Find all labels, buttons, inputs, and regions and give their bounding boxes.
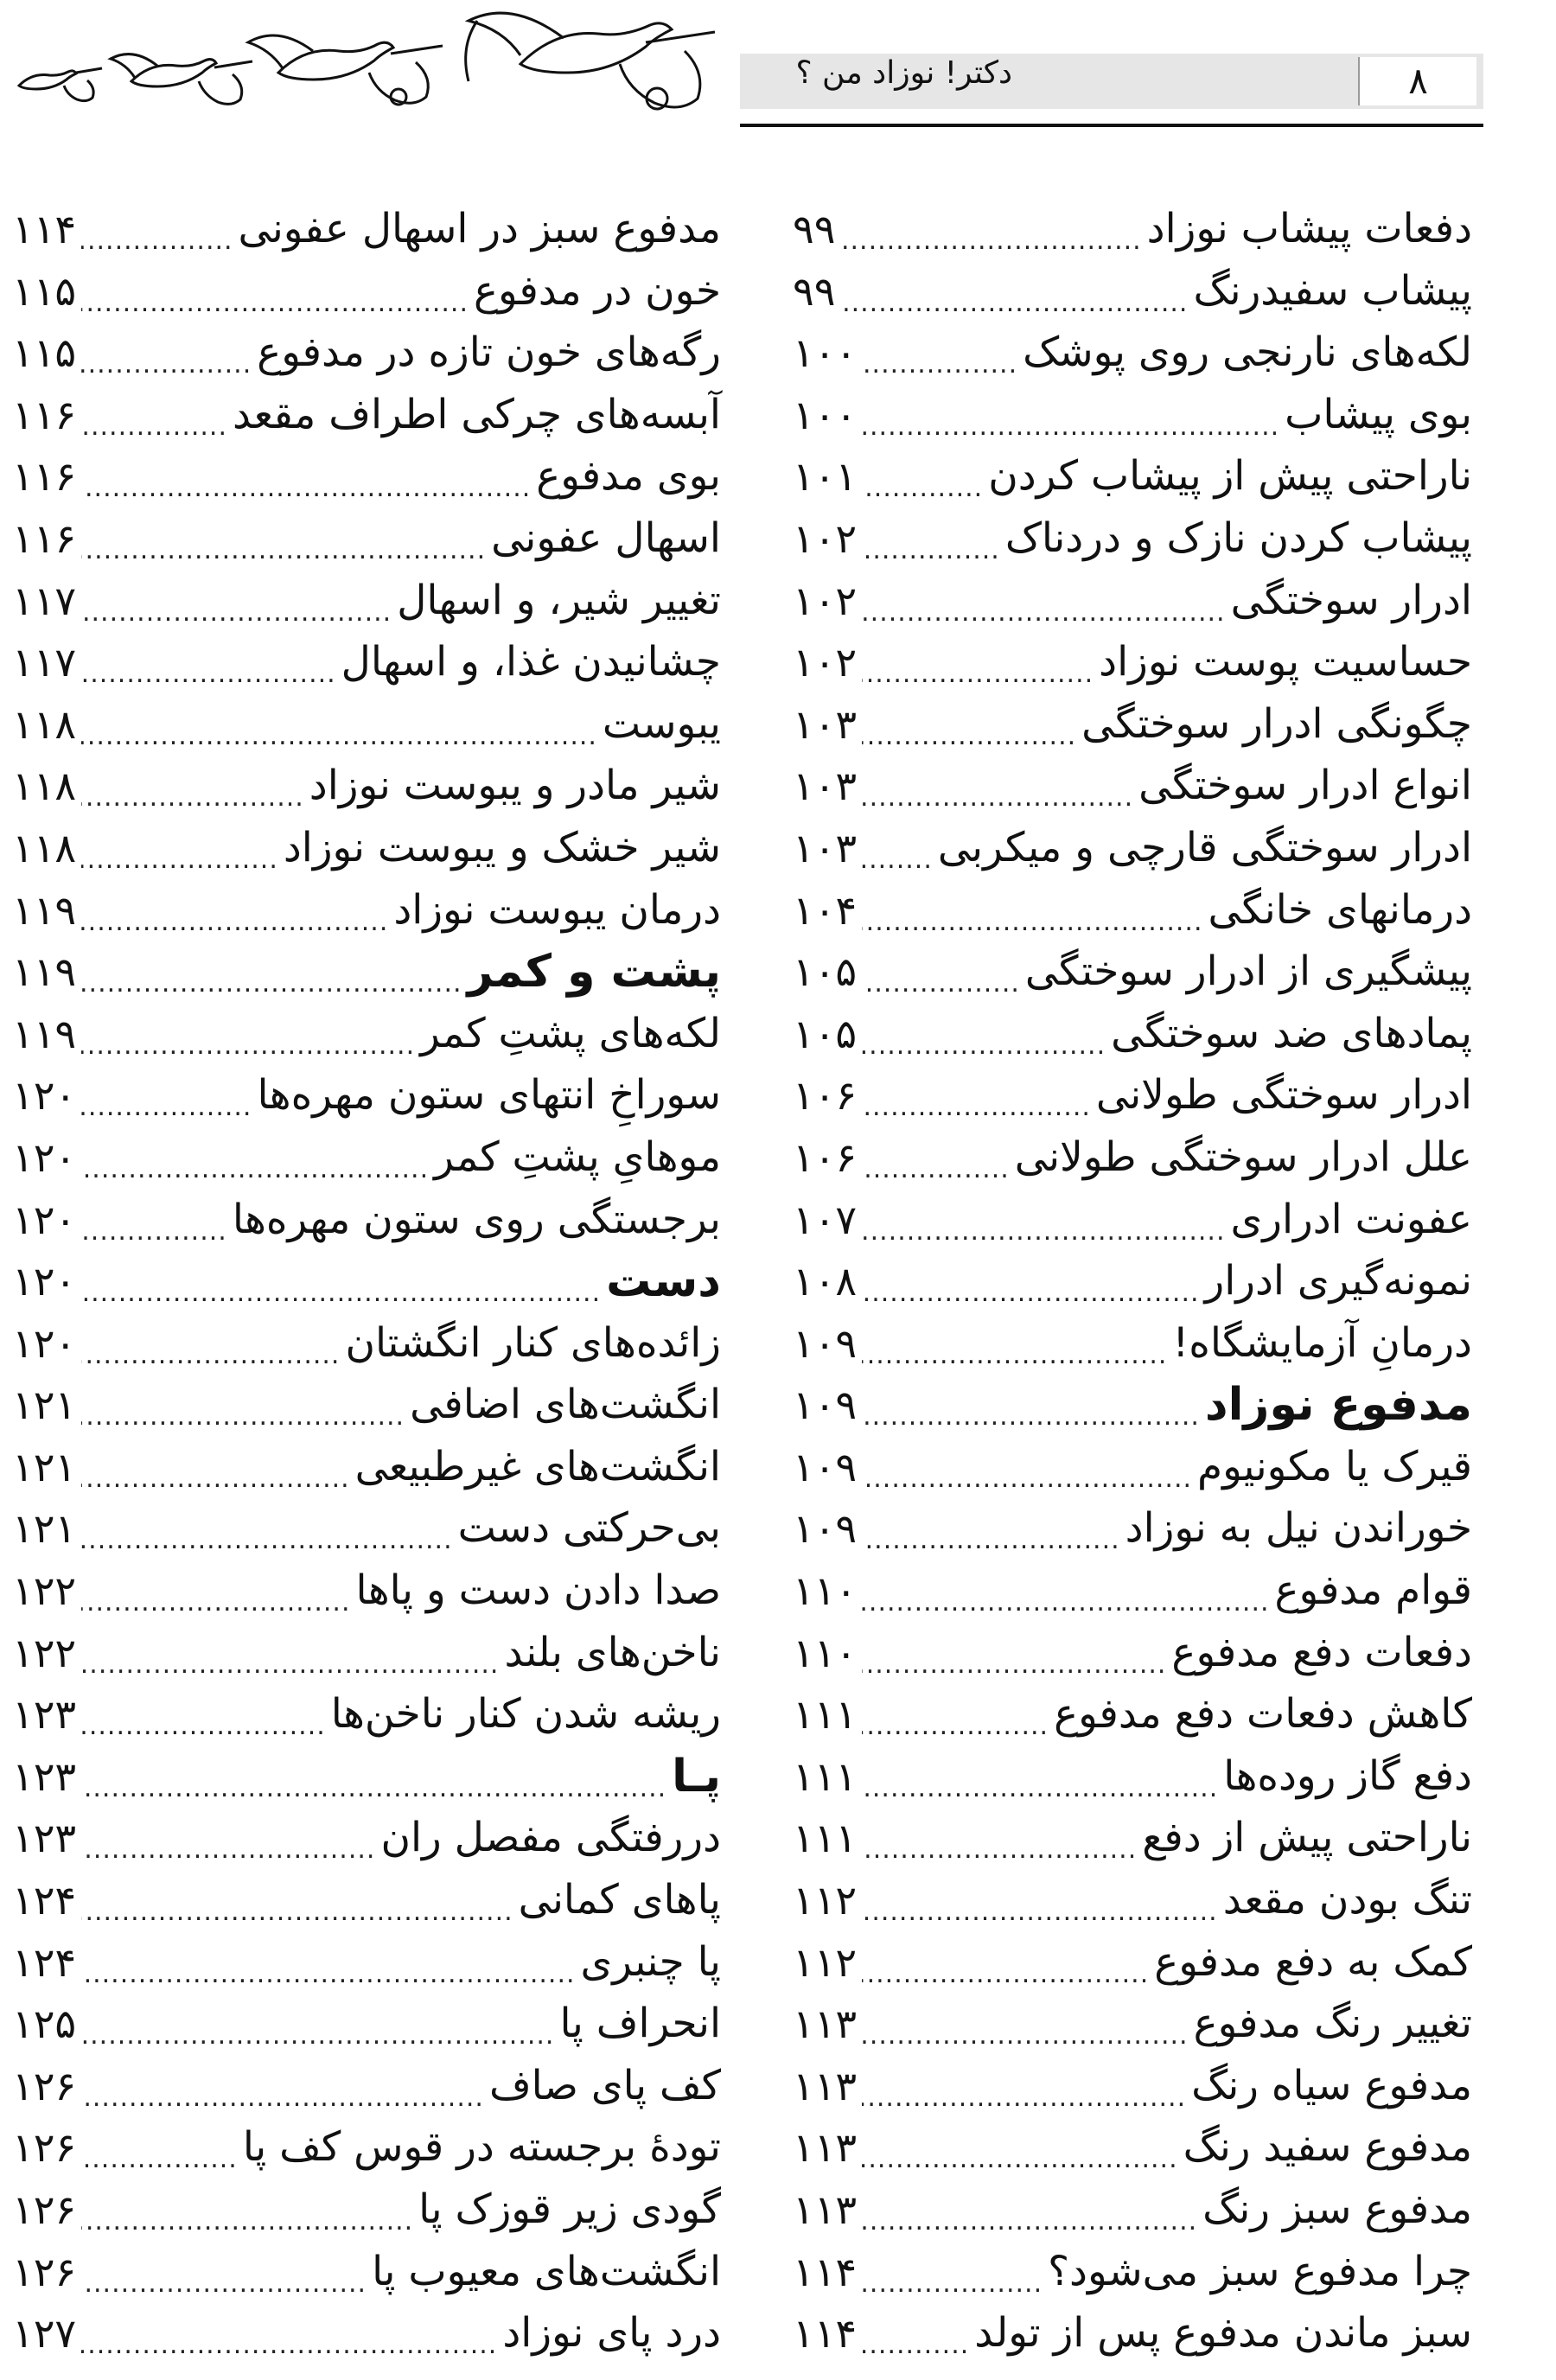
toc-entry-title: نمونه‌گیری ادرار xyxy=(1204,1257,1472,1305)
toc-entry-title: ریشه شدن کنار ناخن‌ها xyxy=(330,1690,721,1739)
header-title-box xyxy=(740,54,1483,109)
toc-dot-leader xyxy=(840,265,1188,329)
toc-entry-title: درمانِ آزمایشگاه! xyxy=(1172,1318,1472,1367)
toc-dot-leader xyxy=(862,822,933,886)
toc-entry xyxy=(12,822,721,884)
toc-entry-page-number: ۱۰۲ xyxy=(793,514,858,562)
toc-dot-leader xyxy=(81,1627,499,1691)
toc-entry xyxy=(12,2122,721,2184)
toc-entry xyxy=(12,1069,721,1132)
toc-dot-leader xyxy=(81,1132,429,1196)
toc-entry xyxy=(793,1565,1472,1627)
toc-entry-title: پاهای کمانی xyxy=(518,1876,721,1924)
toc-entry-page-number: ۱۱۰ xyxy=(793,1567,858,1615)
toc-entry xyxy=(12,1565,721,1627)
toc-entry-page-number: ۱۲۳ xyxy=(12,1752,77,1800)
toc-entry-page-number: ۱۲۷ xyxy=(12,2310,77,2358)
toc-entry-title: کمک به دفع مدفوع xyxy=(1154,1937,1472,1986)
toc-entry-title: صدا دادن دست و پاها xyxy=(355,1566,721,1615)
toc-entry-page-number: ۱۱۴ xyxy=(12,206,77,252)
toc-entry-page-number: ۱۲۰ xyxy=(12,1072,77,1120)
toc-dot-leader xyxy=(81,1751,666,1815)
toc-dot-leader xyxy=(862,1255,1199,1319)
toc-entry xyxy=(793,1008,1472,1070)
toc-entry-page-number: ۱۰۳ xyxy=(793,762,858,810)
toc-entry xyxy=(12,1874,721,1937)
toc-dot-leader xyxy=(862,1069,1091,1133)
toc-entry xyxy=(12,1008,721,1070)
toc-entry-title: خون در مدفوع xyxy=(474,266,721,315)
toc-dot-leader xyxy=(862,327,1017,391)
toc-entry xyxy=(12,636,721,699)
toc-entry xyxy=(12,327,721,389)
toc-entry xyxy=(12,1379,721,1441)
toc-dot-leader xyxy=(862,1008,1106,1072)
toc-entry-title: پیشاب سفیدرنگ xyxy=(1193,266,1472,315)
toc-entry-page-number: ۱۰۳ xyxy=(793,700,858,748)
toc-entry xyxy=(12,2307,721,2370)
toc-dot-leader xyxy=(81,327,252,391)
toc-entry-title: گودی زیر قوزک پا xyxy=(418,2185,721,2233)
toc-entry xyxy=(12,265,721,328)
toc-dot-leader xyxy=(862,1318,1167,1381)
toc-entry-page-number: ۱۲۰ xyxy=(12,1133,77,1181)
toc-entry xyxy=(793,2246,1472,2308)
toc-entry xyxy=(793,265,1472,328)
toc-entry xyxy=(12,450,721,513)
toc-entry-page-number: ۱۰۹ xyxy=(793,1505,858,1553)
toc-entry-page-number: ۱۱۳ xyxy=(793,2186,858,2233)
toc-entry xyxy=(793,389,1472,451)
toc-entry-page-number: ۱۰۰ xyxy=(793,329,858,377)
toc-entry-page-number: ۱۲۶ xyxy=(12,2248,77,2295)
toc-entry xyxy=(793,1751,1472,1813)
toc-entry-page-number: ۱۰۱ xyxy=(793,453,858,501)
toc-entry xyxy=(12,1503,721,1565)
toc-entry-title: تنگ بودن مقعد xyxy=(1222,1876,1472,1924)
toc-dot-leader xyxy=(862,575,1225,639)
toc-entry-title: بوی پیشاب xyxy=(1285,390,1472,438)
toc-section-heading xyxy=(793,1379,1472,1441)
toc-entry-title: ناراحتی پیش از دفع xyxy=(1142,1814,1472,1862)
toc-entry xyxy=(793,1441,1472,1503)
toc-entry-page-number: ۱۲۴ xyxy=(12,1938,77,1986)
toc-dot-leader xyxy=(81,1069,252,1133)
page-number: ۸ xyxy=(1358,57,1476,105)
toc-entry-page-number: ۱۰۹ xyxy=(793,1319,858,1367)
toc-entry-title: مدفوع سفید رنگ xyxy=(1183,2123,1472,2172)
toc-dot-leader xyxy=(862,2122,1178,2185)
toc-entry-title: مدفوع سیاه رنگ xyxy=(1191,2061,1472,2109)
toc-entry-page-number: ۱۱۷ xyxy=(12,577,77,624)
toc-entry xyxy=(793,2307,1472,2370)
toc-entry-title: درمان یبوست نوزاد xyxy=(393,885,721,934)
toc-dot-leader xyxy=(862,1132,1010,1196)
toc-entry-title: پا چنبری xyxy=(580,1937,721,1986)
toc-entry xyxy=(793,822,1472,884)
toc-entry-title: انگشت‌های اضافی xyxy=(410,1381,721,1429)
toc-entry xyxy=(793,1255,1472,1318)
toc-entry-page-number: ۱۱۸ xyxy=(12,700,77,748)
toc-entry xyxy=(12,2060,721,2122)
toc-column-left xyxy=(12,203,721,2370)
toc-entry-page-number: ۱۱۸ xyxy=(12,762,77,810)
toc-entry-page-number: ۱۱۷ xyxy=(12,639,77,686)
toc-entry xyxy=(12,1318,721,1380)
toc-entry-title: پشت و کمر xyxy=(467,946,721,999)
toc-dot-leader xyxy=(81,389,227,453)
toc-dot-leader xyxy=(81,822,278,886)
stork-tiny-icon xyxy=(19,68,102,101)
toc-dot-leader xyxy=(862,1812,1137,1876)
toc-entry xyxy=(793,1937,1472,1999)
toc-entry-title: مدفوع نوزاد xyxy=(1204,1379,1472,1432)
toc-entry-title: تغییر رنگ مدفوع xyxy=(1193,2000,1472,2048)
toc-entry-page-number: ۱۱۹ xyxy=(12,948,77,996)
toc-entry-title: سوراخِ انتهای ستون مهره‌ها xyxy=(257,1071,721,1120)
toc-dot-leader xyxy=(862,946,1020,1010)
toc-entry-page-number: ۱۰۹ xyxy=(793,1381,858,1429)
toc-entry-page-number: ۱۲۶ xyxy=(12,2062,77,2109)
toc-entry xyxy=(793,575,1472,637)
toc-dot-leader xyxy=(81,2307,497,2371)
toc-entry xyxy=(793,699,1472,761)
toc-entry xyxy=(793,2184,1472,2246)
toc-entry-page-number: ۱۰۶ xyxy=(793,1072,858,1120)
toc-entry-page-number: ۱۱۳ xyxy=(793,2000,858,2048)
toc-entry xyxy=(793,2060,1472,2122)
toc-entry-title: تغییر شیر، و اسهال xyxy=(397,576,721,624)
toc-entry-title: زائده‌های کنار انگشتان xyxy=(345,1318,721,1367)
toc-dot-leader xyxy=(81,1874,513,1938)
toc-entry-page-number: ۱۱۰ xyxy=(793,1629,858,1676)
toc-dot-leader xyxy=(81,2060,484,2124)
toc-entry xyxy=(12,1627,721,1689)
toc-entry-page-number: ۱۰۳ xyxy=(793,824,858,871)
toc-entry xyxy=(793,1627,1472,1689)
toc-entry-title: کاهش دفعات دفع مدفوع xyxy=(1054,1690,1472,1739)
stork-small-icon xyxy=(111,54,252,105)
toc-dot-leader xyxy=(81,2246,367,2310)
toc-entry-page-number: ۱۱۹ xyxy=(12,886,77,934)
toc-entry-title: پیشگیری از ادرار سوختگی xyxy=(1024,948,1472,996)
toc-dot-leader xyxy=(81,265,469,329)
toc-entry xyxy=(793,1069,1472,1132)
toc-entry xyxy=(12,1812,721,1874)
toc-dot-leader xyxy=(81,1379,405,1443)
toc-entry-page-number: ۱۲۳ xyxy=(12,1691,77,1739)
toc-entry-page-number: ۱۱۶ xyxy=(12,391,77,438)
stork-illustrations xyxy=(10,3,728,133)
toc-dot-leader xyxy=(81,884,388,948)
toc-entry-title: موهایِ پشتِ کمر xyxy=(434,1133,721,1181)
toc-dot-leader xyxy=(81,1441,350,1505)
toc-entry-page-number: ۹۹ xyxy=(793,206,836,252)
toc-entry-page-number: ۱۲۰ xyxy=(12,1258,77,1305)
toc-entry-page-number: ۱۲۳ xyxy=(12,1815,77,1862)
toc-entry xyxy=(793,203,1472,265)
toc-entry-title: ناراحتی پیش از پیشاب کردن xyxy=(988,452,1472,501)
toc-entry xyxy=(793,327,1472,389)
toc-entry-title: ادرار سوختگی قارچی و میکربی xyxy=(937,823,1472,871)
toc-entry-title: دفع گاز روده‌ها xyxy=(1223,1752,1472,1800)
toc-entry-page-number: ۱۱۳ xyxy=(793,2124,858,2172)
toc-entry-title: انواع ادرار سوختگی xyxy=(1138,762,1472,810)
toc-entry xyxy=(793,1874,1472,1937)
toc-entry-title: علل ادرار سوختگی طولانی xyxy=(1014,1133,1472,1181)
toc-entry xyxy=(793,884,1472,947)
page-header xyxy=(0,0,1556,138)
toc-entry-page-number: ۱۱۱ xyxy=(793,1815,858,1862)
toc-entry-title: ادرار سوختگی xyxy=(1230,576,1472,624)
toc-dot-leader xyxy=(81,1812,375,1876)
toc-dot-leader xyxy=(840,203,1141,267)
toc-dot-leader xyxy=(862,884,1202,948)
toc-entry-title: ادرار سوختگی طولانی xyxy=(1095,1071,1472,1120)
toc-dot-leader xyxy=(862,1441,1192,1505)
toc-column-right xyxy=(793,203,1472,2370)
toc-entry xyxy=(793,513,1472,575)
toc-entry-title: بوی مدفوع xyxy=(536,452,721,501)
toc-entry xyxy=(12,513,721,575)
toc-entry xyxy=(12,884,721,947)
toc-dot-leader xyxy=(81,575,392,639)
toc-entry-title: حساسیت پوست نوزاد xyxy=(1099,638,1472,686)
book-title: دکتر! نوزاد من ؟ xyxy=(795,55,1012,91)
toc-entry xyxy=(12,1937,721,1999)
toc-dot-leader xyxy=(81,699,597,762)
toc-entry xyxy=(12,389,721,451)
toc-dot-leader xyxy=(81,450,531,514)
toc-entry-title: شیر خشک و یبوست نوزاد xyxy=(283,823,721,871)
toc-dot-leader xyxy=(81,1998,554,2062)
toc-dot-leader xyxy=(81,1565,350,1629)
toc-entry-page-number: ۱۲۰ xyxy=(12,1319,77,1367)
toc-dot-leader xyxy=(81,946,462,1010)
toc-entry-page-number: ۱۰۷ xyxy=(793,1196,858,1243)
toc-entry-page-number: ۱۰۴ xyxy=(793,886,858,934)
toc-entry xyxy=(12,760,721,822)
toc-entry-title: قیرک یا مکونیوم xyxy=(1197,1442,1472,1490)
toc-entry-title: تودهٔ برجسته در قوس کف پا xyxy=(242,2123,721,2172)
toc-entry-title: کف پای صاف xyxy=(488,2061,721,2109)
toc-entry-title: دفعات پیشاب نوزاد xyxy=(1146,205,1472,252)
toc-entry-title: انگشت‌های معیوب پا xyxy=(372,2247,721,2295)
toc-entry-page-number: ۱۲۲ xyxy=(12,1629,77,1676)
toc-dot-leader xyxy=(81,636,336,700)
stork-medium-icon xyxy=(248,35,443,105)
toc-entry-title: چشانیدن غذا، و اسهال xyxy=(341,638,721,686)
toc-dot-leader xyxy=(862,2246,1043,2310)
toc-dot-leader xyxy=(81,1318,340,1381)
toc-entry xyxy=(12,1441,721,1503)
toc-dot-leader xyxy=(81,1503,452,1566)
toc-dot-leader xyxy=(862,760,1133,824)
toc-entry-title: پـا xyxy=(672,1750,721,1803)
toc-entry-title: چرا مدفوع سبز می‌شود؟ xyxy=(1048,2247,1472,2295)
toc-dot-leader xyxy=(862,2060,1186,2124)
toc-dot-leader xyxy=(862,1379,1200,1443)
toc-dot-leader xyxy=(862,2184,1197,2248)
toc-entry-title: ناخن‌های بلند xyxy=(504,1628,721,1676)
toc-entry-page-number: ۱۱۴ xyxy=(793,2310,858,2358)
toc-entry-page-number: ۹۹ xyxy=(793,267,836,315)
toc-entry-page-number: ۱۰۲ xyxy=(793,577,858,624)
toc-entry xyxy=(12,699,721,761)
toc-dot-leader xyxy=(81,1008,415,1072)
toc-entry-title: انگشت‌های غیرطبیعی xyxy=(354,1442,721,1490)
toc-dot-leader xyxy=(81,1688,326,1752)
toc-entry-page-number: ۱۱۲ xyxy=(793,1877,858,1924)
toc-entry-title: سبز ماندن مدفوع پس از تولد xyxy=(974,2309,1472,2358)
toc-entry-page-number: ۱۱۹ xyxy=(12,1010,77,1057)
toc-entry-page-number: ۱۱۳ xyxy=(793,2062,858,2109)
toc-entry xyxy=(793,760,1472,822)
toc-entry xyxy=(12,1688,721,1751)
toc-entry-page-number: ۱۲۱ xyxy=(12,1505,77,1553)
toc-entry-page-number: ۱۱۱ xyxy=(793,1752,858,1800)
toc-dot-leader xyxy=(81,513,486,577)
toc-entry xyxy=(793,1812,1472,1874)
toc-entry-page-number: ۱۲۴ xyxy=(12,1877,77,1924)
toc-dot-leader xyxy=(862,1688,1049,1752)
toc-entry xyxy=(793,1503,1472,1565)
toc-dot-leader xyxy=(862,1503,1120,1566)
toc-section-heading xyxy=(12,1751,721,1813)
toc-dot-leader xyxy=(862,2307,969,2371)
toc-dot-leader xyxy=(862,1751,1218,1815)
toc-entry-title: لکه‌های پشتِ کمر xyxy=(420,1009,721,1057)
toc-dot-leader xyxy=(862,1998,1188,2062)
toc-entry-page-number: ۱۱۲ xyxy=(793,1938,858,1986)
toc-entry-page-number: ۱۲۱ xyxy=(12,1381,77,1429)
toc-entry-page-number: ۱۰۰ xyxy=(793,391,858,438)
toc-entry-title: دفعات دفع مدفوع xyxy=(1171,1628,1472,1676)
toc-dot-leader xyxy=(862,450,983,514)
toc-entry-title: برجستگی روی ستون مهره‌ها xyxy=(232,1195,721,1243)
toc-entry-page-number: ۱۲۶ xyxy=(12,2186,77,2233)
toc-entry-page-number: ۱۲۶ xyxy=(12,2124,77,2172)
toc-entry-title: لکه‌های نارنجی روی پوشک xyxy=(1023,329,1472,377)
header-rule xyxy=(740,124,1483,127)
toc-section-heading xyxy=(12,1255,721,1318)
toc-entry-title: چگونگی ادرار سوختگی xyxy=(1081,699,1472,748)
toc-dot-leader xyxy=(81,1937,575,2000)
toc-entry-title: انحراف پا xyxy=(559,2000,721,2048)
toc-entry-title: عفونت ادراری xyxy=(1230,1195,1472,1243)
toc-dot-leader xyxy=(862,1627,1166,1691)
toc-entry-page-number: ۱۱۵ xyxy=(12,329,77,377)
toc-entry xyxy=(793,946,1472,1008)
toc-dot-leader xyxy=(81,2184,413,2248)
toc-section-heading xyxy=(12,946,721,1008)
toc-entry xyxy=(12,2184,721,2246)
toc-entry-page-number: ۱۰۸ xyxy=(793,1258,858,1305)
toc-entry-page-number: ۱۲۵ xyxy=(12,2000,77,2048)
toc-entry-title: اسهال عفونی xyxy=(491,514,721,562)
toc-entry-title: بی‌حرکتی دست xyxy=(457,1504,721,1553)
toc-entry-page-number: ۱۱۶ xyxy=(12,514,77,562)
toc-dot-leader xyxy=(862,1565,1269,1629)
toc-entry xyxy=(793,2122,1472,2184)
toc-entry xyxy=(793,1194,1472,1256)
toc-entry xyxy=(793,636,1472,699)
toc-entry-title: آبسه‌های چرکی اطراف مقعد xyxy=(233,390,721,438)
toc-entry xyxy=(793,1688,1472,1751)
toc-entry xyxy=(793,1132,1472,1194)
toc-dot-leader xyxy=(862,389,1279,453)
toc-dot-leader xyxy=(862,636,1094,700)
toc-dot-leader xyxy=(81,2122,238,2185)
toc-entry xyxy=(12,1194,721,1256)
toc-entry-title: درمانهای خانگی xyxy=(1208,885,1472,934)
toc-entry-title: مدفوع سبز در اسهال عفونی xyxy=(238,205,721,252)
toc-entry-title: یبوست xyxy=(602,699,721,748)
toc-entry-title: مدفوع سبز رنگ xyxy=(1202,2185,1472,2233)
toc-entry xyxy=(12,1132,721,1194)
toc-dot-leader xyxy=(862,1874,1218,1938)
toc-entry-title: دست xyxy=(606,1255,721,1308)
toc-entry xyxy=(12,203,721,265)
toc-entry-title: شیر مادر و یبوست نوزاد xyxy=(309,762,721,810)
toc-entry xyxy=(793,1998,1472,2060)
toc-entry-page-number: ۱۲۱ xyxy=(12,1443,77,1490)
toc-dot-leader xyxy=(81,1194,227,1258)
toc-entry xyxy=(793,1318,1472,1380)
toc-entry-page-number: ۱۱۸ xyxy=(12,824,77,871)
toc-entry-page-number: ۱۱۴ xyxy=(793,2248,858,2295)
toc-entry xyxy=(12,1998,721,2060)
toc-dot-leader xyxy=(862,513,1000,577)
toc-entry-title: پمادهای ضد سوختگی xyxy=(1111,1009,1472,1057)
toc-entry xyxy=(12,2246,721,2308)
toc-entry-page-number: ۱۲۰ xyxy=(12,1196,77,1243)
toc-entry-page-number: ۱۱۱ xyxy=(793,1691,858,1739)
toc-entry-title: رگه‌های خون تازه در مدفوع xyxy=(257,329,721,377)
toc-entry-title: پیشاب کردن نازک و دردناک xyxy=(1004,514,1472,562)
toc-dot-leader xyxy=(862,699,1076,762)
toc-dot-leader xyxy=(81,760,304,824)
toc-entry-title: درد پای نوزاد xyxy=(502,2309,721,2358)
toc-entry-page-number: ۱۱۵ xyxy=(12,267,77,315)
stork-large-icon xyxy=(466,13,715,109)
toc-entry-page-number: ۱۰۵ xyxy=(793,948,858,996)
toc-entry xyxy=(793,450,1472,513)
toc-dot-leader xyxy=(81,203,233,267)
toc-entry-title: قوام مدفوع xyxy=(1274,1566,1472,1615)
toc-entry-page-number: ۱۰۶ xyxy=(793,1133,858,1181)
toc-entry-page-number: ۱۲۲ xyxy=(12,1567,77,1615)
toc-dot-leader xyxy=(862,1194,1225,1258)
toc-entry-page-number: ۱۱۶ xyxy=(12,453,77,501)
toc-entry-page-number: ۱۰۵ xyxy=(793,1010,858,1057)
toc-entry-page-number: ۱۰۲ xyxy=(793,639,858,686)
toc-dot-leader xyxy=(862,1937,1149,2000)
toc-entry xyxy=(12,575,721,637)
toc-dot-leader xyxy=(81,1255,601,1319)
toc-entry-title: خوراندن نیل به نوزاد xyxy=(1125,1504,1472,1553)
toc-entry-title: دررفتگی مفصل ران xyxy=(380,1814,721,1862)
toc-entry-page-number: ۱۰۹ xyxy=(793,1443,858,1490)
